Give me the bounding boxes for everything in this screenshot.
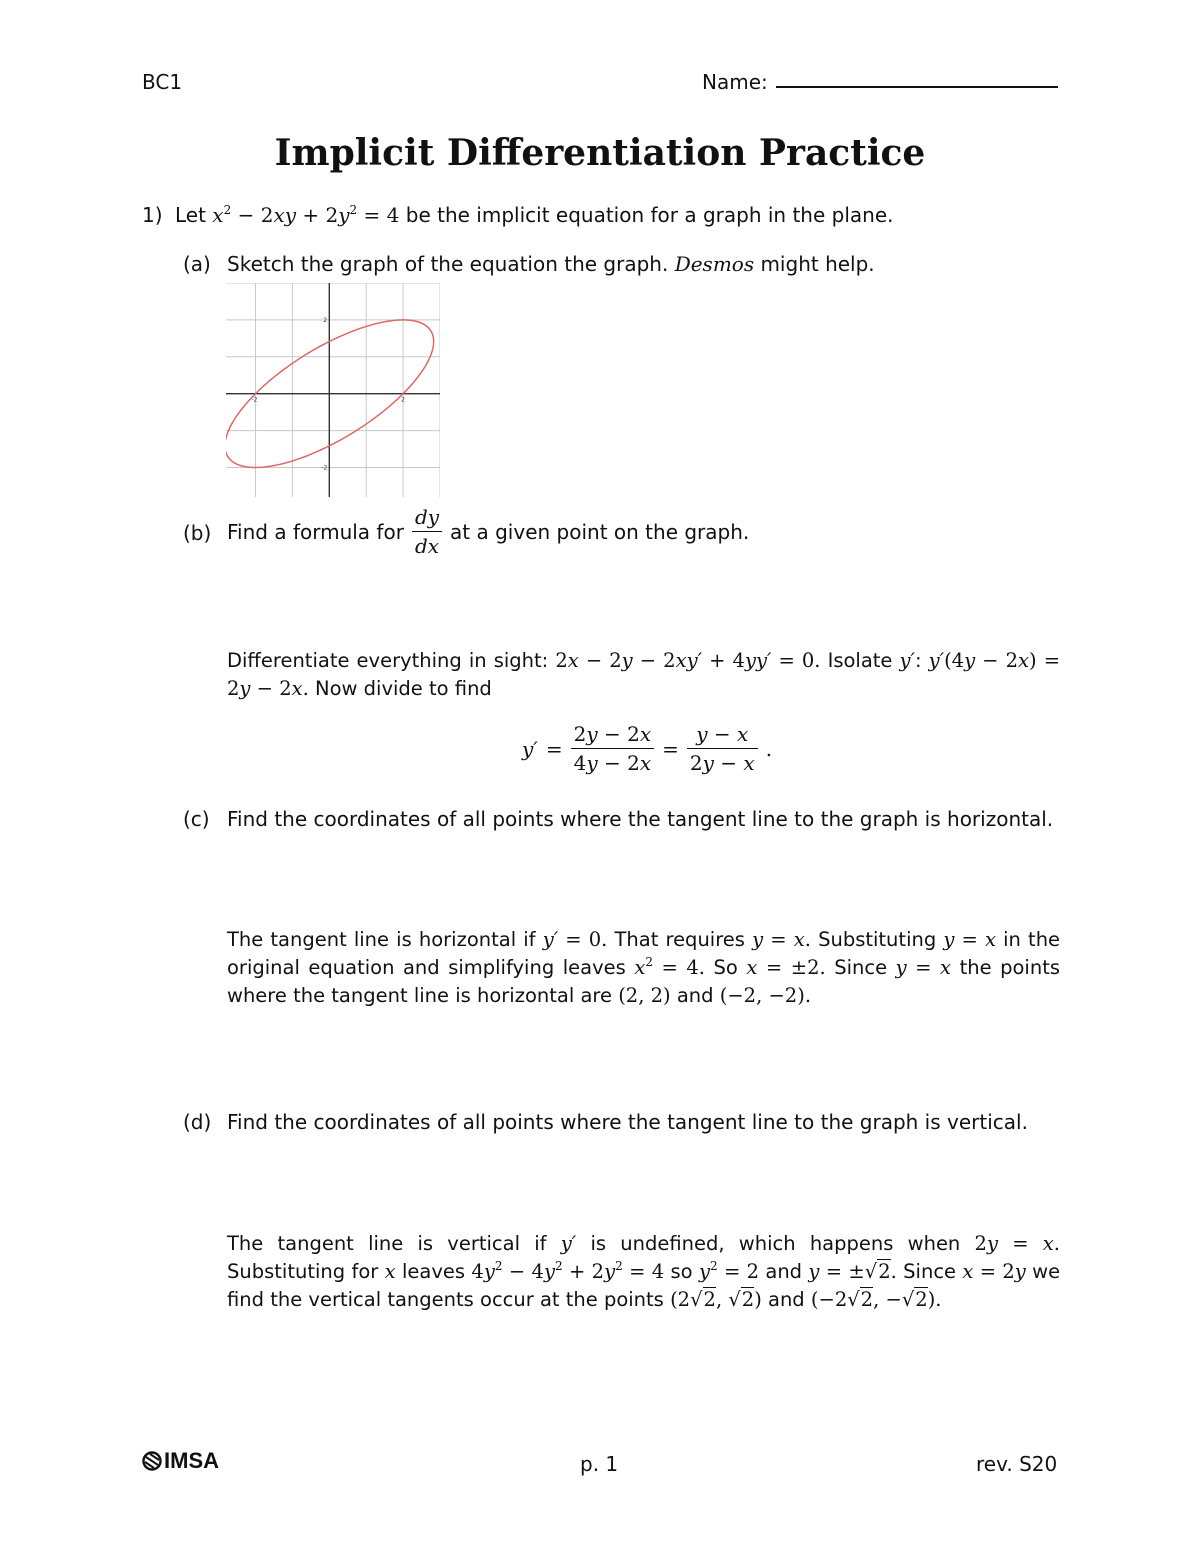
answer-text: we find the vertical tangents occur at the points xyxy=(227,1260,1061,1311)
problem-statement xyxy=(175,203,893,227)
answer-text: Isolate xyxy=(827,649,893,672)
part-a-text: Sketch the graph of the equation the graph. xyxy=(227,252,669,276)
equation: $x^2 - 2xy + 2y^2 = 4$ xyxy=(212,203,400,227)
page-number: p. 1 xyxy=(580,1452,619,1476)
answer-text: The tangent line is vertical if xyxy=(227,1232,547,1255)
answer-text: leaves xyxy=(401,1260,466,1283)
part-b-text: Find a formula for xyxy=(227,519,404,544)
part-b-answer: Differentiate everything in sight: 2x − 2y − 2xy′ + 4yy′ = 0. Isolate y′: y′(4y − 2x) = 2y − 2x. Now divide to find xyxy=(227,649,1061,700)
part-b-label: (b) xyxy=(183,521,212,545)
answer-text: in the original equation and simplifying leaves xyxy=(227,928,1061,979)
ellipse-graph xyxy=(226,283,440,497)
answer-text: is undefined, which happens when xyxy=(590,1232,961,1255)
tick-label: 2 xyxy=(401,396,405,404)
answer-text: and xyxy=(768,1288,805,1311)
answer-text: Since xyxy=(834,956,888,979)
problem-number: 1) xyxy=(142,203,163,227)
problem-rest: be the implicit equation for a graph in the plane. xyxy=(405,203,894,227)
graph-grid xyxy=(226,283,440,497)
graph-axes xyxy=(226,283,440,497)
tick-label: -2 xyxy=(251,396,258,404)
answer-text: Substituting xyxy=(818,928,937,951)
answer-text: the points where the tangent line is horizontal are xyxy=(227,956,1060,1007)
tick-label: 2 xyxy=(323,316,328,324)
part-b-question xyxy=(227,505,749,558)
imsa-globe-icon xyxy=(142,1451,162,1471)
part-a-label: (a) xyxy=(183,252,211,276)
imsa-logo-text: IMSA xyxy=(164,1448,219,1473)
answer-text: Since xyxy=(903,1260,957,1283)
name-field-line[interactable] xyxy=(776,86,1058,88)
part-c-label: (c) xyxy=(183,807,210,831)
part-c-question: Find the coordinates of all points where the tangent line to the graph is horizontal. xyxy=(227,807,1054,831)
answer-text: So xyxy=(713,956,738,979)
answer-text: so xyxy=(670,1260,693,1283)
problem-let: Let xyxy=(175,203,206,227)
part-a-text-after: might help. xyxy=(760,252,875,276)
part-d-question: Find the coordinates of all points where the tangent line to the graph is vertical. xyxy=(227,1110,1028,1134)
part-b-text-after: at a given point on the graph. xyxy=(450,519,750,544)
part-a-question xyxy=(227,252,875,276)
part-c-answer: The tangent line is horizontal if y′ = 0. That requires y = x. Substituting y = x in the original equation and simplifying leaves $x^2 = 4$. So x = ±2. Since y = x the points where the tangent line is horizontal are (2, 2) and (−2, −2). xyxy=(227,928,1061,1007)
imsa-logo xyxy=(142,1448,219,1474)
course-label: BC1 xyxy=(142,70,183,94)
derivative-formula: y′ = $\frac{2y - 2x}{4y - 2x}$ = $\frac{y - x}{2y - x}$ . xyxy=(522,722,773,775)
name-label: Name: xyxy=(702,70,768,94)
answer-text: Substituting for xyxy=(227,1260,379,1283)
desmos-text: Desmos xyxy=(674,252,755,276)
answer-text: Now divide to find xyxy=(315,677,492,700)
answer-text: Differentiate everything in sight: xyxy=(227,649,549,672)
answer-text: and xyxy=(765,1260,803,1283)
tick-label: -2 xyxy=(321,464,328,472)
dy-dx-fraction: $\frac{dy}{dx}$ xyxy=(412,505,442,558)
revision: rev. S20 xyxy=(976,1452,1058,1476)
part-d-label: (d) xyxy=(183,1110,212,1134)
answer-text: The tangent line is horizontal if xyxy=(227,928,536,951)
part-d-answer: The tangent line is vertical if y′ is undefined, which happens when 2y = x. Substituting for x leaves $4y^2 - 4y^2 + 2y^2 = 4$ so $y^2 = 2$ and y = ±√2. Since x = 2y we find the vertical tangents occur at the points (2√2, √2) and (−2√2, −√2). xyxy=(227,1232,1061,1311)
answer-text: and xyxy=(676,984,714,1007)
page-title: Implicit Differentiation Practice xyxy=(274,132,926,174)
answer-text: That requires xyxy=(614,928,745,951)
